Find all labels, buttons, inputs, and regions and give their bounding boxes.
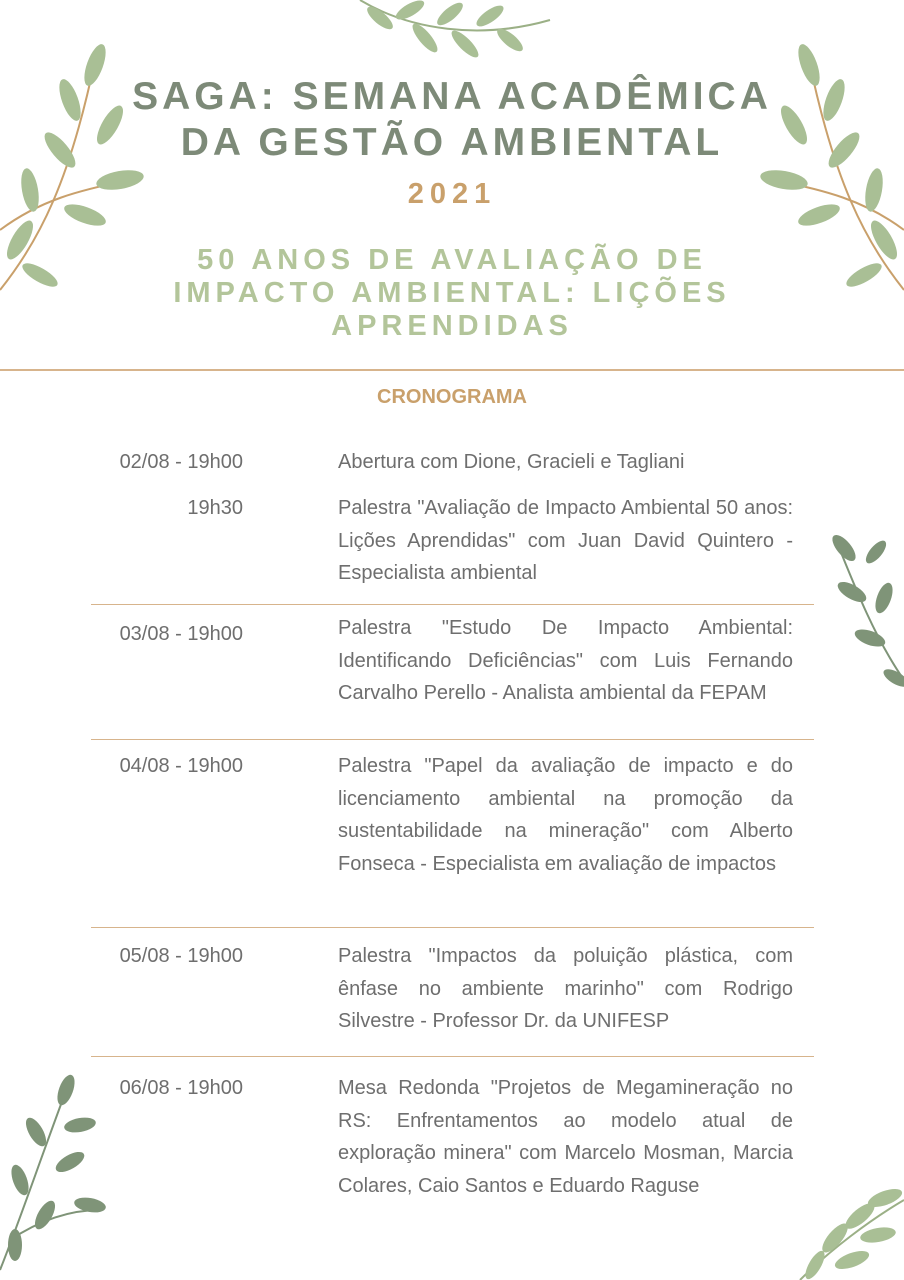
leaf-branch-right-middle-icon bbox=[826, 530, 904, 690]
event-title-line-1: SAGA: SEMANA ACADÊMICA bbox=[132, 75, 772, 118]
schedule-description: Abertura com Dione, Gracieli e Tagliani bbox=[338, 451, 685, 473]
schedule-description: Palestra "Impactos da poluição plástica, com ênfase no ambiente marinho" com Rodrigo Silvestre - Professor Dr. da UNIFESP bbox=[338, 945, 793, 1032]
schedule-time: 05/08 - 19h00 bbox=[119, 945, 243, 967]
schedule-time: 04/08 - 19h00 bbox=[119, 755, 243, 777]
event-year: 2021 bbox=[407, 178, 497, 210]
leaf-branch-bottom-right-icon bbox=[790, 1180, 904, 1280]
row-divider bbox=[91, 1056, 814, 1057]
header-divider bbox=[0, 369, 904, 371]
leaf-branch-top-center-icon bbox=[340, 0, 560, 60]
schedule-time: 03/08 - 19h00 bbox=[119, 623, 243, 645]
schedule-time: 02/08 - 19h00 bbox=[119, 451, 243, 473]
event-title bbox=[0, 74, 904, 166]
schedule-description: Palestra "Estudo De Impacto Ambiental: Identificando Deficiências" com Luis Fernando Carvalho Perello - Analista ambiental da FEPAM bbox=[338, 617, 793, 704]
event-subtitle-line-2: IMPACTO AMBIENTAL: LIÇÕES bbox=[173, 277, 731, 309]
schedule-heading: CRONOGRAMA bbox=[377, 386, 527, 408]
row-divider bbox=[91, 927, 814, 928]
row-divider bbox=[91, 604, 814, 605]
event-title-line-2: DA GESTÃO AMBIENTAL bbox=[180, 121, 724, 164]
schedule-time: 06/08 - 19h00 bbox=[119, 1077, 243, 1099]
schedule-time: 19h30 bbox=[187, 497, 243, 519]
schedule-description: Mesa Redonda "Projetos de Megamineração no RS: Enfrentamentos ao modelo atual de exploração minera" com Marcelo Mosman, Marcia Colares, Caio Santos e Eduardo Raguse bbox=[338, 1077, 793, 1197]
schedule-description: Palestra "Papel da avaliação de impacto e do licenciamento ambiental na promoção da sustentabilidade na mineração" com Alberto Fonseca - Especialista em avaliação de impactos bbox=[338, 755, 793, 875]
schedule-description: Palestra "Avaliação de Impacto Ambiental 50 anos: Lições Aprendidas" com Juan David Quintero - Especialista ambiental bbox=[338, 497, 793, 584]
row-divider bbox=[91, 739, 814, 740]
event-subtitle bbox=[0, 244, 904, 343]
event-subtitle-line-1: 50 ANOS DE AVALIAÇÃO DE bbox=[197, 244, 707, 276]
event-subtitle-line-3: APRENDIDAS bbox=[331, 310, 573, 342]
leaf-branch-bottom-left-icon bbox=[0, 1070, 110, 1280]
